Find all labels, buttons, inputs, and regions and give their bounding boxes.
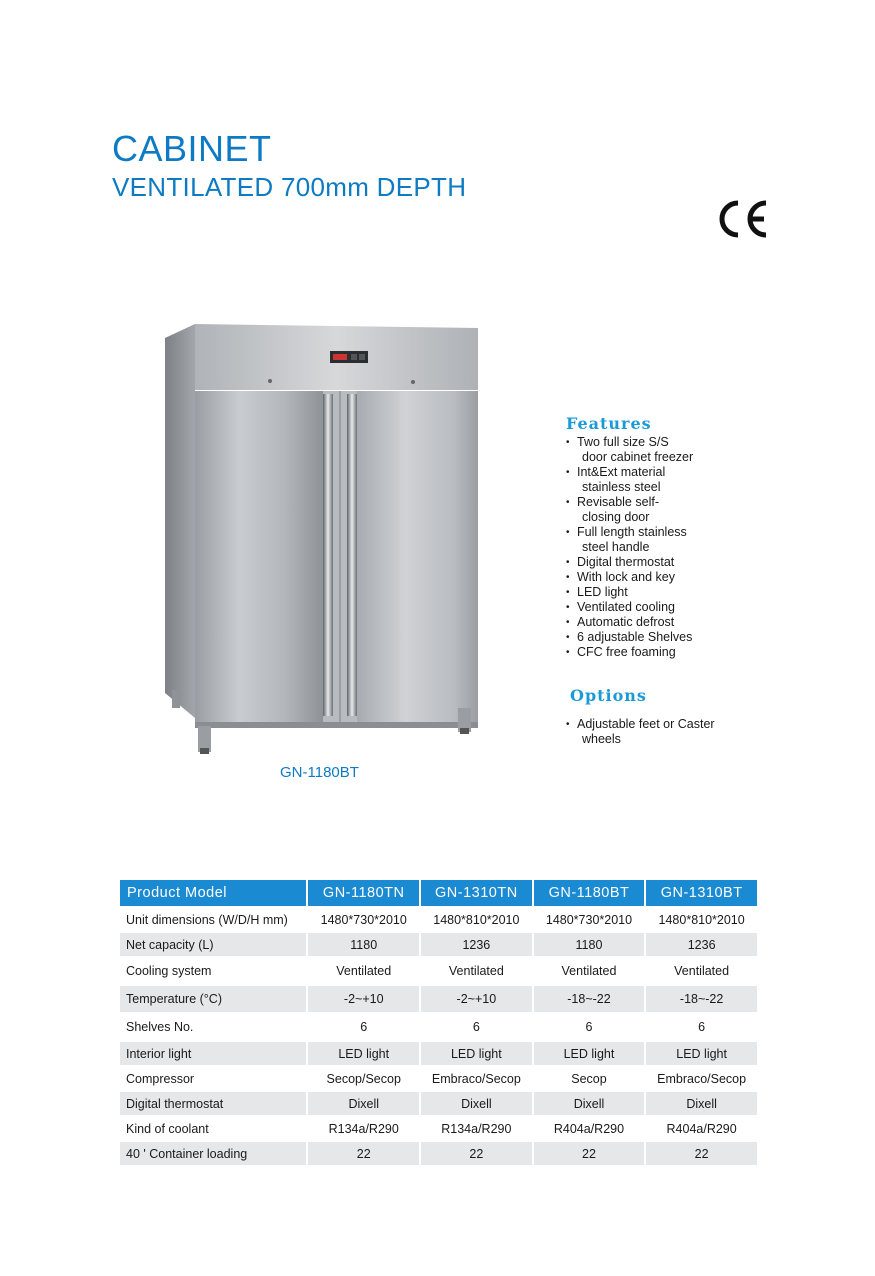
list-item-text: • Full length stainless <box>577 525 687 539</box>
list-item-text: • LED light <box>577 585 628 599</box>
list-item <box>566 555 766 570</box>
table-row-label: Unit dimensions (W/D/H mm) <box>120 906 308 931</box>
table-row-label: Shelves No. <box>120 1012 308 1040</box>
list-item <box>566 615 766 630</box>
list-item-text: closing door <box>582 510 650 524</box>
list-item-text: wheels <box>582 732 621 746</box>
table-cell: -18~-22 <box>646 984 757 1012</box>
table-cell: Dixell <box>308 1090 421 1115</box>
table-cell: 22 <box>646 1140 757 1165</box>
table-cell: 1480*730*2010 <box>308 906 421 931</box>
table-cell: R134a/R290 <box>308 1115 421 1140</box>
features-list <box>566 435 766 660</box>
page-title: CABINET <box>112 128 272 169</box>
table-row <box>120 931 757 956</box>
list-item-text: • CFC free foaming <box>577 645 676 659</box>
list-item-text: • Adjustable feet or Caster <box>577 717 715 731</box>
list-item <box>566 525 766 555</box>
table-cell: Dixell <box>421 1090 534 1115</box>
table-row-label: Compressor <box>120 1065 308 1090</box>
list-item-text: • Digital thermostat <box>577 555 675 569</box>
list-item-text: • With lock and key <box>577 570 675 584</box>
table-cell: 1480*810*2010 <box>646 906 757 931</box>
list-item <box>566 600 766 615</box>
features-heading: Features <box>566 414 652 433</box>
table-cell: Ventilated <box>308 956 421 984</box>
table-cell: R404a/R290 <box>646 1115 757 1140</box>
ce-mark-icon <box>716 199 770 239</box>
table-row <box>120 1115 757 1140</box>
table-cell: Secop <box>534 1065 647 1090</box>
table-cell: R404a/R290 <box>534 1115 647 1140</box>
table-cell: LED light <box>308 1040 421 1065</box>
table-row-label: Interior light <box>120 1040 308 1065</box>
table-row <box>120 984 757 1012</box>
table-cell: 1480*810*2010 <box>421 906 534 931</box>
table-cell: 6 <box>421 1012 534 1040</box>
list-item <box>566 435 766 465</box>
product-model-caption: GN-1180BT <box>280 764 359 781</box>
table-header-model: GN-1310TN <box>421 880 534 906</box>
table-cell: 1480*730*2010 <box>534 906 647 931</box>
list-item <box>566 495 766 525</box>
table-cell: -2~+10 <box>421 984 534 1012</box>
table-cell: Ventilated <box>646 956 757 984</box>
table-cell: 22 <box>308 1140 421 1165</box>
table-cell: 6 <box>534 1012 647 1040</box>
table-row <box>120 1012 757 1040</box>
cabinet-product-image <box>160 318 490 758</box>
table-header-row <box>120 880 757 906</box>
table-row <box>120 1065 757 1090</box>
table-row-label: Cooling system <box>120 956 308 984</box>
table-row-label: Digital thermostat <box>120 1090 308 1115</box>
table-cell: R134a/R290 <box>421 1115 534 1140</box>
list-item-text: steel handle <box>582 540 650 554</box>
table-cell: Dixell <box>646 1090 757 1115</box>
table-header-label: Product Model <box>120 880 308 906</box>
table-row <box>120 1090 757 1115</box>
table-cell: -2~+10 <box>308 984 421 1012</box>
table-cell: 6 <box>308 1012 421 1040</box>
list-item-text: • 6 adjustable Shelves <box>577 630 693 644</box>
table-cell: LED light <box>534 1040 647 1065</box>
list-item <box>566 630 766 645</box>
list-item-text: • Revisable self- <box>577 495 659 509</box>
list-item <box>566 717 766 747</box>
table-row-label: 40 ' Container loading <box>120 1140 308 1165</box>
spec-table <box>120 880 757 1165</box>
list-item-text: • Int&Ext material <box>577 465 666 479</box>
list-item <box>566 570 766 585</box>
table-cell: LED light <box>646 1040 757 1065</box>
table-cell: 22 <box>421 1140 534 1165</box>
table-header-model: GN-1180BT <box>534 880 647 906</box>
list-item <box>566 465 766 495</box>
table-row-label: Net capacity (L) <box>120 931 308 956</box>
options-list <box>566 717 766 747</box>
table-row <box>120 1040 757 1065</box>
list-item-text: • Ventilated cooling <box>577 600 675 614</box>
table-header-model: GN-1310BT <box>646 880 757 906</box>
table-cell: 1180 <box>308 931 421 956</box>
list-item-text: door cabinet freezer <box>582 450 694 464</box>
table-row <box>120 1140 757 1165</box>
options-heading: Options <box>570 686 647 705</box>
table-cell: 1236 <box>646 931 757 956</box>
table-cell: 22 <box>534 1140 647 1165</box>
list-item <box>566 585 766 600</box>
table-cell: Ventilated <box>421 956 534 984</box>
table-cell: 6 <box>646 1012 757 1040</box>
table-row-label: Temperature (°C) <box>120 984 308 1012</box>
list-item-text: • Two full size S/S <box>577 435 669 449</box>
list-item <box>566 645 766 660</box>
list-item-text: stainless steel <box>582 480 661 494</box>
table-cell: Embraco/Secop <box>421 1065 534 1090</box>
table-cell: LED light <box>421 1040 534 1065</box>
table-cell: Secop/Secop <box>308 1065 421 1090</box>
table-header-model: GN-1180TN <box>308 880 421 906</box>
table-cell: -18~-22 <box>534 984 647 1012</box>
table-cell: Embraco/Secop <box>646 1065 757 1090</box>
table-cell: Dixell <box>534 1090 647 1115</box>
list-item-text: • Automatic defrost <box>577 615 675 629</box>
table-row-label: Kind of coolant <box>120 1115 308 1140</box>
page-subtitle: VENTILATED 700mm DEPTH <box>112 172 467 202</box>
table-row <box>120 906 757 931</box>
table-cell: 1236 <box>421 931 534 956</box>
table-cell: Ventilated <box>534 956 647 984</box>
table-cell: 1180 <box>534 931 647 956</box>
table-row <box>120 956 757 984</box>
